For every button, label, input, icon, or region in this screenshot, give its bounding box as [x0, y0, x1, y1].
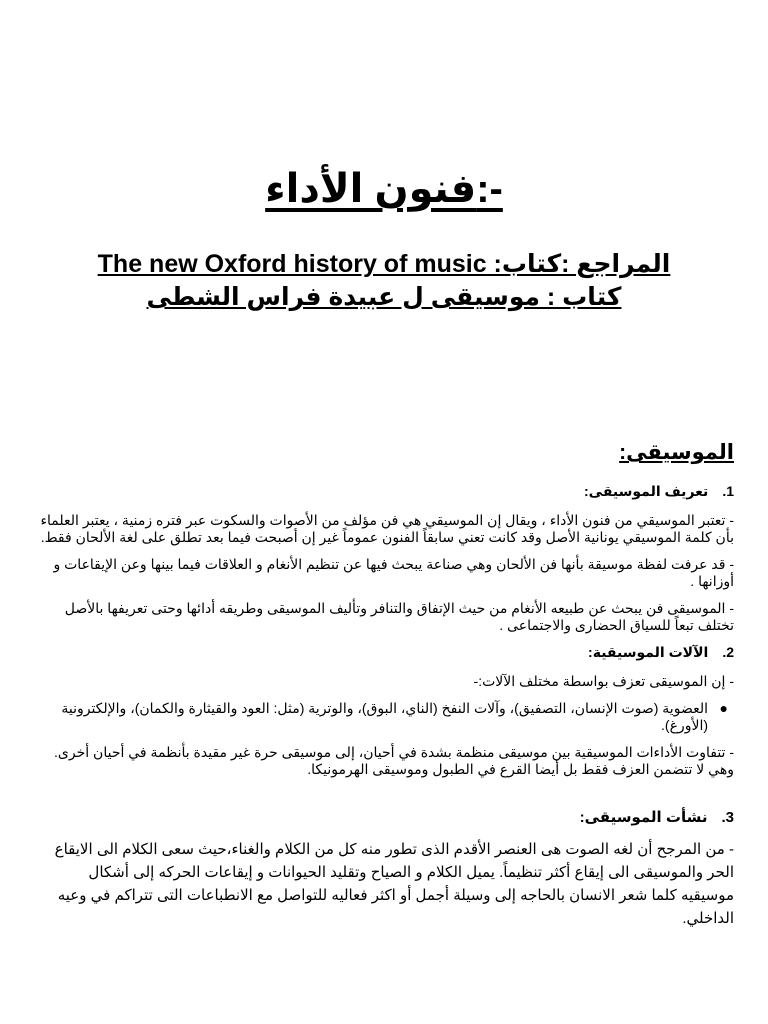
subheading-number: 3. — [721, 809, 734, 826]
paragraph: - تعتبر الموسيقي من فنون الأداء ، ويقال إن الموسيقي هي فن مؤلف من الأصوات والسكوت عبر فتره زمنية ، يعتبر العلماء بأن كلمة الموسيقي يونانية الأصل وقد كانت تعني سابقاً الفنون عموماً غير إن أصبحت فيما بعد تطلق على لغة الألحان فقط. — [40, 512, 734, 545]
section-title: الموسيقى: — [619, 441, 734, 464]
paragraph: - تتفاوت الأداءات الموسيقية بين موسيقى منظمة بشدة في أحيان، إلى موسيقى حرة غير مقيدة بأنظمة في أحيان أخرى. وهي لا تتضمن العزف فقط بل أيضا القرع في الطبول وموسيقى الهرمونيكا. — [54, 744, 734, 777]
subheading-1 — [40, 483, 734, 500]
reference-line-2: كتاب : موسيقى ل عبيدة فراس الشطى — [146, 283, 622, 311]
subheading-label: نشأت الموسيقى: — [579, 809, 708, 826]
subheading-label: الآلات الموسيقية: — [588, 644, 709, 660]
bullet-item — [40, 700, 734, 734]
subheading-label: تعريف الموسيقى: — [584, 483, 709, 499]
reference-line-1: المراجع :كتاب: The new Oxford history of music — [97, 250, 671, 278]
paragraph: - الموسيقى فن يبحث عن طبيعه الأنغام من حيث الإتفاق والتنافر وتأليف الموسيقى وطريقه أدائها وحتى تعريفها بالأصل تختلف تبعاً للسياق الحضارى والاجتماعى . — [64, 600, 734, 633]
subheading-3 — [40, 808, 734, 826]
bullet-icon: ● — [719, 700, 728, 716]
paragraph: - قد عرفت لفظة موسيقة بأنها فن الألحان وهي صناعة يبحث فيها عن تنظيم الأنغام و العلاقات فيما بينها وعن الإيقاعات و أوزانها . — [53, 556, 734, 589]
subheading-2 — [40, 644, 734, 661]
subheading-number: 1. — [722, 483, 734, 499]
content — [40, 440, 734, 940]
paragraph: - من المرجح أن لغه الصوت هى العنصر الأقدم الذى تطور منه كل من الكلام والغناء،حيث سعى الكلام الى الايقاع الحر والموسيقى الى إيقاع أكثر تنظيماً. يميل الكلام و الصياح وتقليد الحيوانات و إيقاعات الحركه إلى أشكال موسيقيه كلما شعر الانسان بالحاجه إلى وسيلة أجمل أو اكثر فعاليه للتواصل مع الانطباعات التى تتراكم في وعيه الداخلي. — [54, 841, 734, 927]
references — [0, 248, 768, 314]
subheading-number: 2. — [722, 644, 734, 660]
bullet-text: العضوية (صوت الإنسان، التصفيق)، وآلات النفخ (الناي، البوق)، والوترية (مثل: العود والقيثارة والكمان)، والإلكترونية (الأورغ). — [61, 700, 708, 733]
paragraph: - إن الموسيقى تعزف بواسطة مختلف الآلات:- — [473, 673, 734, 689]
page-title: فنون الأداء:- — [265, 167, 503, 211]
